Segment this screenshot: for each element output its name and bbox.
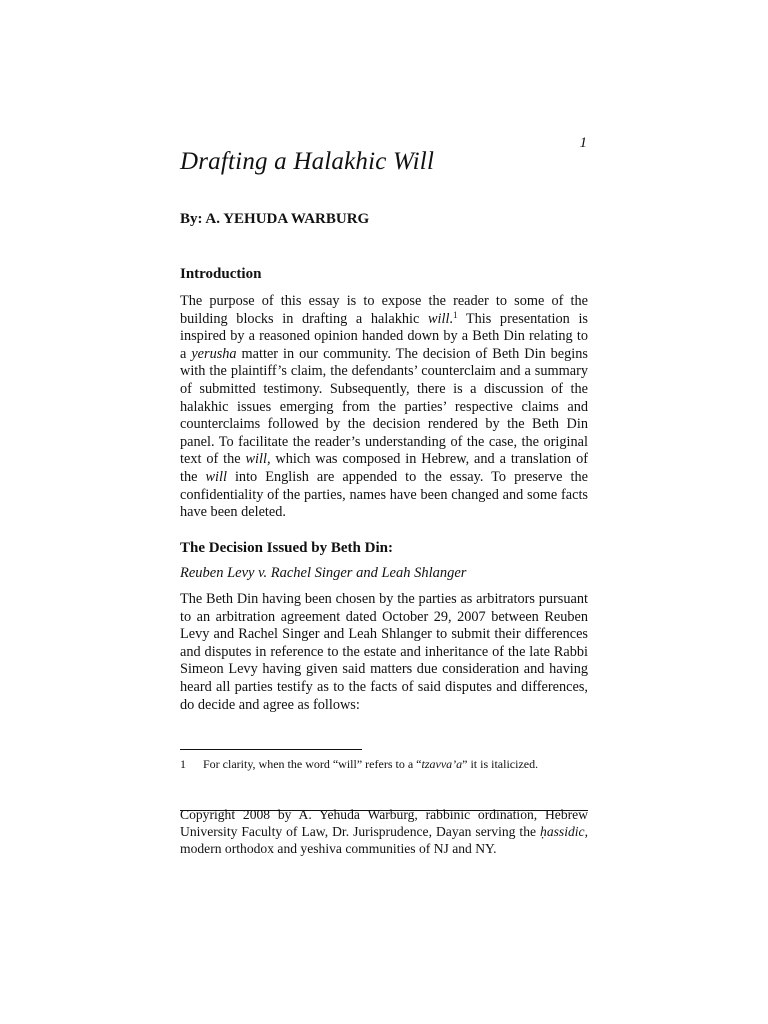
footnote-divider	[180, 749, 362, 750]
intro-text-a: The purpose of this essay is to expose the reader to some of the building blocks in drafting a halakhic	[180, 293, 588, 327]
intro-text-d: , which was composed in Hebrew, and a translation of the	[180, 451, 588, 485]
intro-will-term-3: will	[205, 468, 227, 485]
decision-paragraph: The Beth Din having been chosen by the parties as arbitrators pursuant to an arbitration agreement dated October 29, 2007 between Reuben Levy and Rachel Singer and Leah Shlanger to submit their differences and disputes in reference to the estate and inheritance of the late Rabbi Simeon Levy having given said matters due consideration and having heard all parties testify as to the facts of said disputes and differences, do decide and agree as follows:	[180, 591, 588, 713]
footnote-term: tzavva’a	[421, 757, 463, 771]
footnote	[180, 757, 588, 772]
copyright-text-a: Copyright 2008 by A. Yehuda Warburg, rabbinic ordination, Hebrew University Faculty of Law, Dr. Jurisprudence, Dayan serving the	[180, 807, 588, 840]
copyright-text-b: , modern orthodox and yeshiva communities of NJ and NY.	[180, 824, 588, 857]
intro-text-c: matter in our community. The decision of Beth Din begins with the plaintiff’s claim, the defendants’ counterclaim and a summary of submitted testimony. Subsequently, there is a discussion of the halakhic issues emerging from the parties’ respective claims and counterclaims followed by the decision rendered by the Beth Din panel. To facilitate the reader’s understanding of the case, the original text of the	[180, 345, 588, 468]
decision-heading: The Decision Issued by Beth Din:	[180, 540, 393, 556]
document-title: Drafting a Halakhic Will	[180, 148, 435, 175]
footnote-mark: 1	[180, 757, 186, 771]
footnote-text-a: For clarity, when the word “will” refers to a “	[203, 757, 422, 771]
introduction-heading: Introduction	[180, 266, 262, 282]
introduction-paragraph: The purpose of this essay is to expose the reader to some of the building blocks in drafting a halakhic will.$^1$ This presentation is inspired by a reasoned opinion handed down by a Beth Din relating to a yerusha matter in our community. The decision of Beth Din begins with the plaintiff’s claim, the defendants’ counterclaim and a summary of submitted testimony. Subsequently, there is a discussion of the halakhic issues emerging from the parties’ respective claims and counterclaims followed by the decision rendered by the Beth Din panel. To facilitate the reader’s understanding of the case, the original text of the will, which was composed in Hebrew, and a translation of the will into English are appended to the essay. To preserve the confidentiality of the parties, names have been changed and some facts have been deleted.	[180, 293, 588, 521]
case-title: Reuben Levy v. Rachel Singer and Leah Shlanger	[180, 565, 467, 581]
footnote-reference: 1	[453, 309, 458, 320]
copyright-hassidic-term: ḥassidic	[540, 824, 585, 840]
author-byline: By: A. YEHUDA WARBURG	[180, 211, 370, 227]
intro-will-term: will	[427, 310, 450, 327]
intro-will-term-2: will	[245, 451, 267, 468]
intro-text-e: into English are appended to the essay. To preserve the confidentiality of the parties, names have been changed and some facts have been deleted.	[180, 468, 588, 521]
page-number: 1	[579, 135, 587, 151]
copyright-notice	[180, 806, 588, 858]
intro-yerusha-term: yerusha	[191, 345, 237, 362]
intro-text-b: This presentation is inspired by a reasoned opinion handed down by a Beth Din relating to a	[180, 310, 588, 362]
footnote-text-b: ” it is italicized.	[462, 757, 539, 771]
